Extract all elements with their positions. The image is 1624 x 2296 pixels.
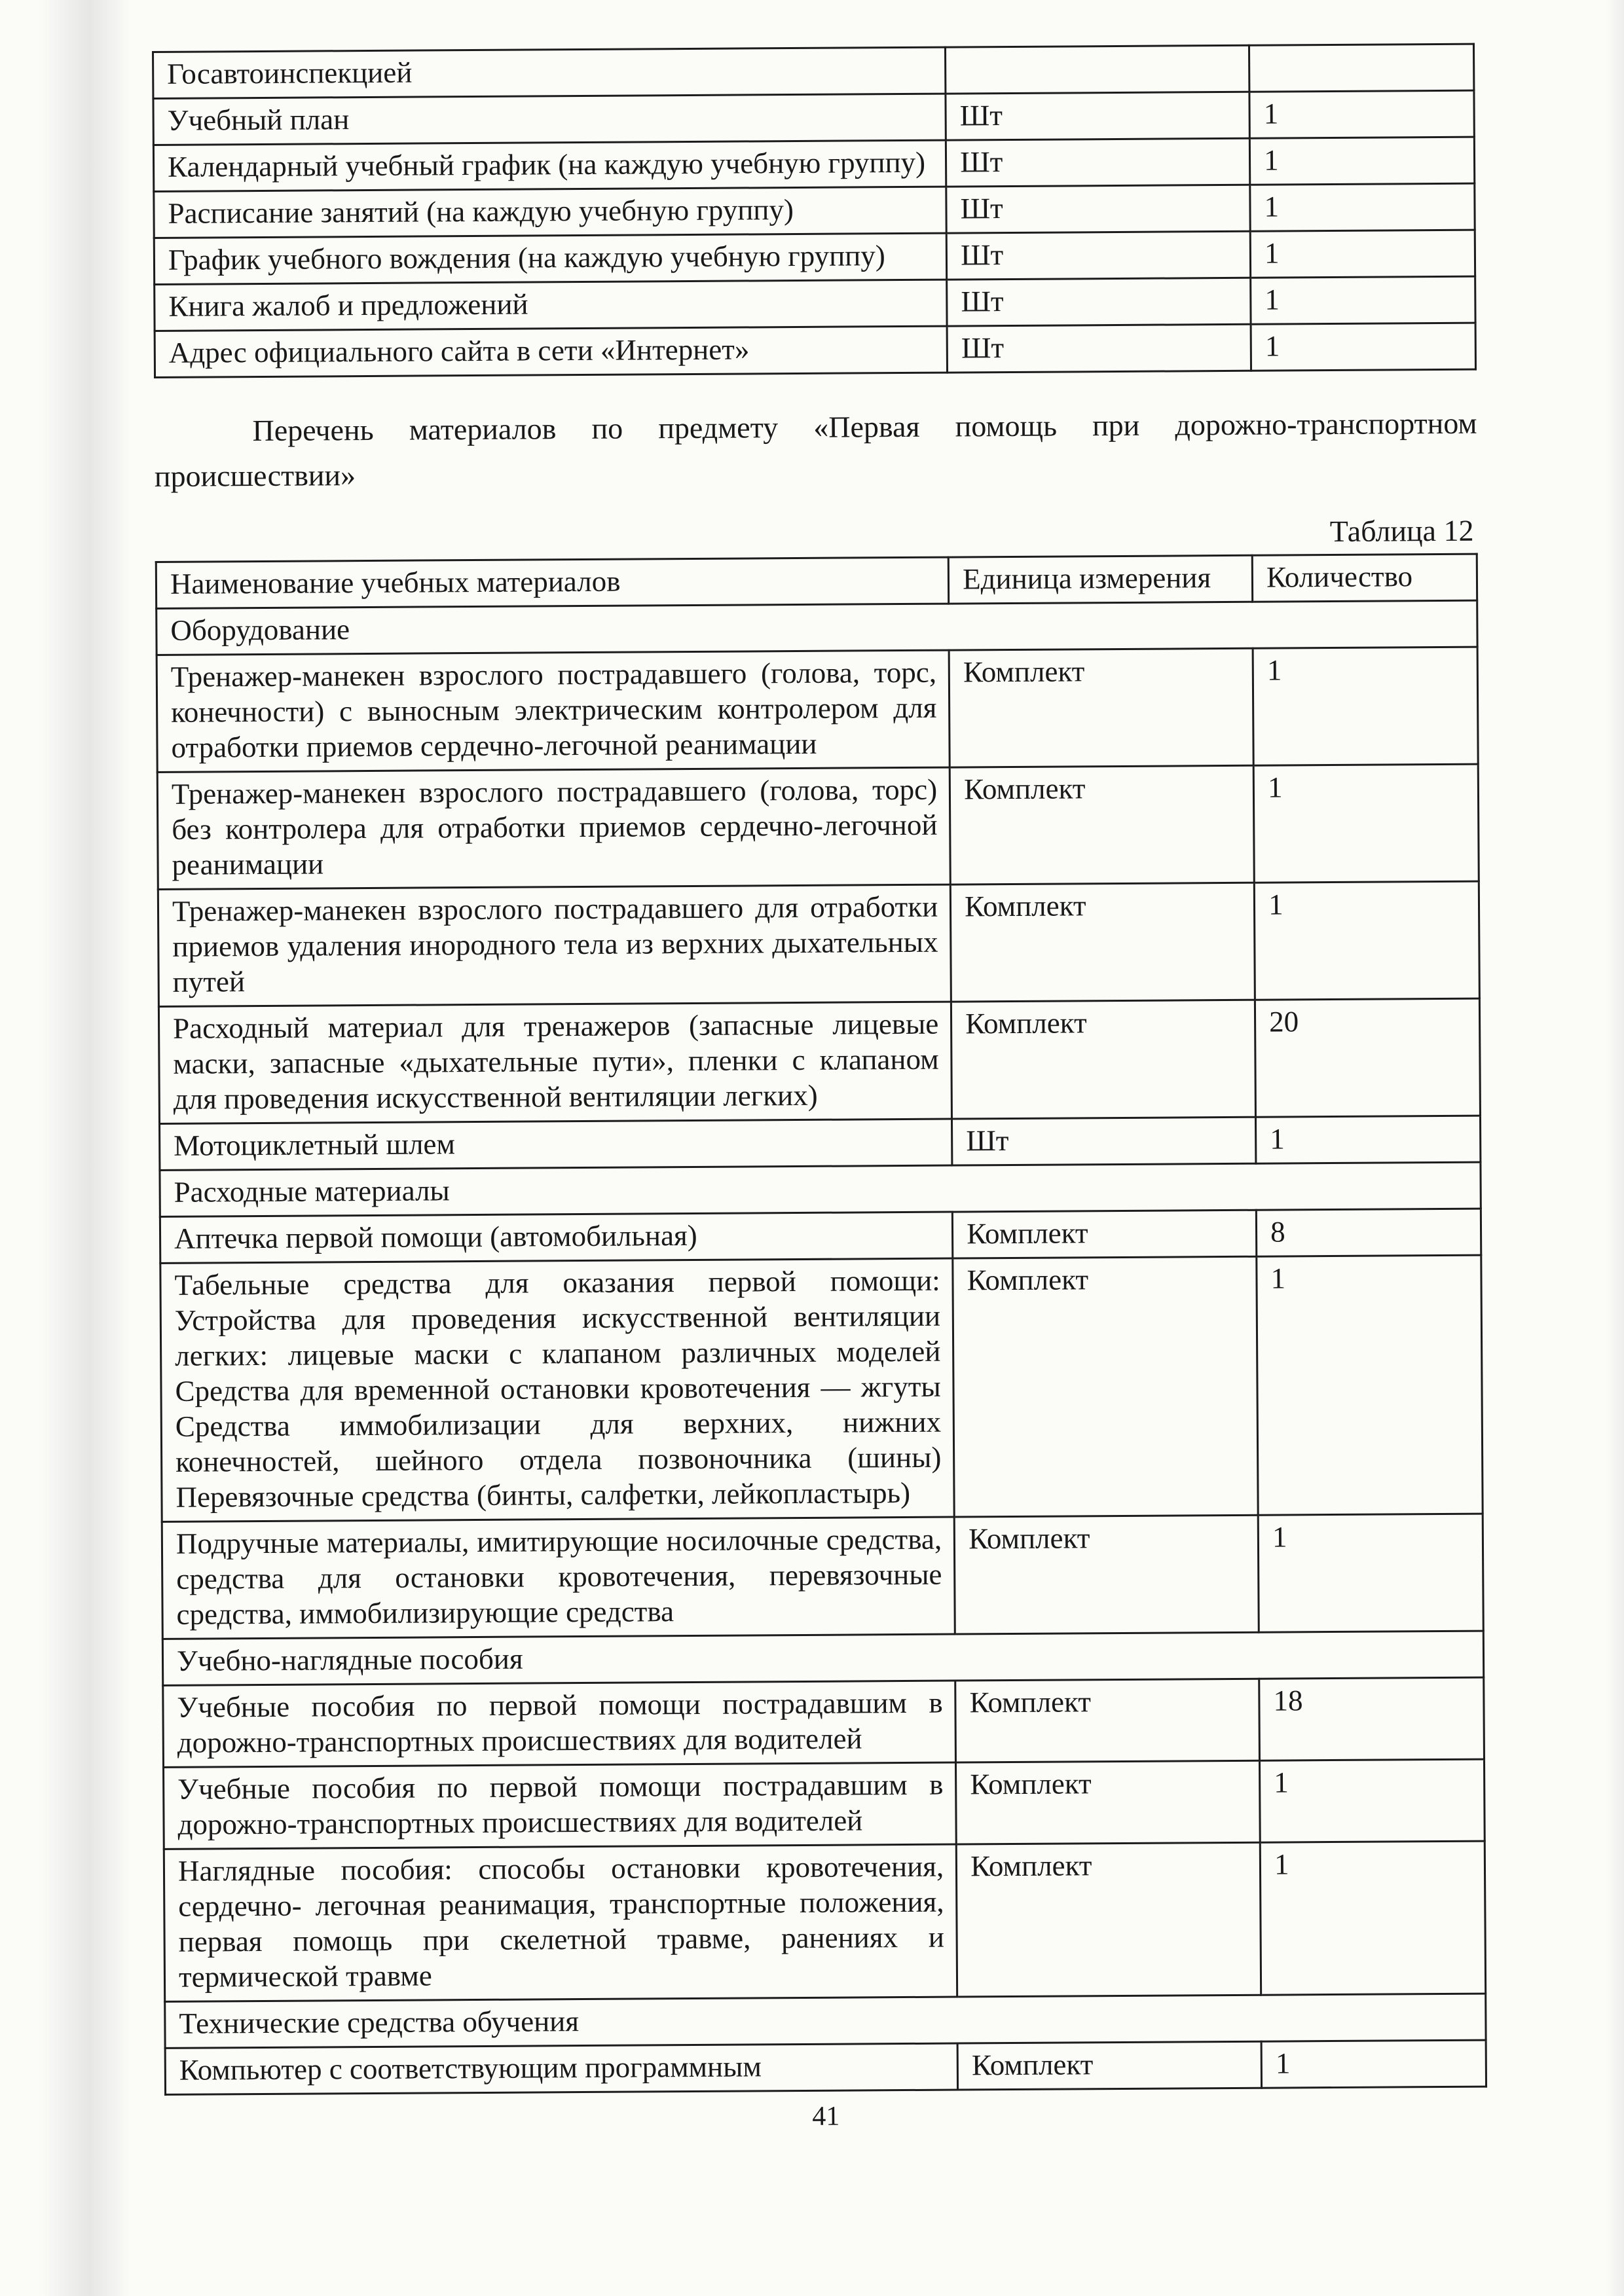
table-row <box>153 90 1474 145</box>
header-qty: Количество <box>1252 554 1477 602</box>
item-name-cell: Тренажер-манекен взрослого пострадавшего для отработки приемов удаления инородного тела из верхних дыхательных путей <box>158 884 951 1006</box>
qty-cell: 1 <box>1260 1759 1485 1842</box>
section-label: Технические средства обучения <box>165 1994 1486 2048</box>
qty-cell: 1 <box>1257 1255 1483 1515</box>
item-name-cell: Подручные материалы, имитирующие носилочные средства, средства для остановки кровотечения, перевязочные средства, иммобилизирующие средства <box>162 1517 955 1639</box>
qty-cell: 1 <box>1254 881 1479 1000</box>
qty-cell <box>1249 44 1474 92</box>
unit-cell: Комплект <box>949 648 1253 767</box>
unit-cell: Шт <box>946 138 1250 187</box>
item-name-cell: График учебного вождения (на каждую учебную группу) <box>154 233 947 284</box>
table-row <box>160 1116 1481 1170</box>
qty-cell: 1 <box>1249 90 1474 138</box>
scan-edge-shadow <box>1606 0 1624 2296</box>
section-row <box>162 1631 1483 1685</box>
unit-cell: Шт <box>946 185 1250 233</box>
unit-cell: Шт <box>946 231 1250 280</box>
section-label: Оборудование <box>157 600 1477 655</box>
section-label: Учебно-наглядные пособия <box>162 1631 1483 1685</box>
unit-cell: Шт <box>946 92 1249 140</box>
unit-cell: Шт <box>947 278 1251 326</box>
unit-cell: Комплект <box>956 1842 1261 1997</box>
page-number: 41 <box>812 2101 840 2132</box>
table-row <box>164 1841 1485 2001</box>
section-row <box>157 600 1477 655</box>
unit-cell: Комплект <box>951 1000 1256 1119</box>
qty-cell: 8 <box>1256 1209 1481 1256</box>
table-row <box>153 137 1474 191</box>
table-row <box>153 44 1474 98</box>
qty-cell: 1 <box>1253 764 1479 883</box>
intro-paragraph: Перечень материалов по предмету «Первая помощь при дорожно-транспортном происшествии» <box>154 406 1477 493</box>
item-name-cell: Табельные средства для оказания первой помощи: Устройства для проведения искусственной вентиляции легких: лицевые маски с клапаном различных моделей Средства для временной остановки кровотечения — жгуты Средства иммобилизации для верхних, нижних конечностей, шейного отдела позвоночника (шины) Перевязочные средства (бинты, салфетки, лейкопластырь) <box>160 1258 955 1522</box>
qty-cell: 1 <box>1251 276 1475 324</box>
table-row <box>157 647 1478 772</box>
qty-cell: 1 <box>1256 1116 1481 1163</box>
table-row <box>157 764 1479 889</box>
scan-spine-shadow <box>39 0 131 2296</box>
table12-caption: Таблица 12 <box>1329 513 1474 549</box>
item-name-cell: Учебные пособия по первой помощи пострадавшим в дорожно-транспортных происшествиях для водителей <box>164 1762 957 1849</box>
header-unit: Единица измерения <box>948 555 1252 604</box>
unit-cell: Комплект <box>951 883 1255 1002</box>
qty-cell: 1 <box>1261 2040 1486 2088</box>
supporting-documents-table <box>152 43 1477 378</box>
item-name-cell: Расписание занятий (на каждую учебную группу) <box>154 187 947 238</box>
item-name-cell: Расходный материал для тренажеров (запасные лицевые маски, запасные «дыхательные пути», пленки с клапаном для проведения искусственной вентиляции легких) <box>158 1002 951 1123</box>
table-row <box>155 276 1475 331</box>
table-row <box>158 998 1480 1123</box>
table-row <box>162 1514 1483 1639</box>
header-row <box>156 554 1477 608</box>
table-row <box>158 881 1479 1006</box>
item-name-cell: Адрес официального сайта в сети «Интернет» <box>155 326 948 377</box>
section-label: Расходные материалы <box>160 1162 1481 1216</box>
qty-cell: 18 <box>1259 1677 1485 1760</box>
table-row <box>165 2040 1486 2094</box>
section-row <box>160 1162 1481 1216</box>
item-name-cell: Тренажер-манекен взрослого пострадавшего (голова, торс) без контролера для отработки приемов сердечно-легочной реанимации <box>157 767 950 889</box>
unit-cell: Комплект <box>953 1210 1257 1258</box>
item-name-cell: Календарный учебный график (на каждую учебную группу) <box>153 140 946 191</box>
item-name-cell: Мотоциклетный шлем <box>160 1119 953 1170</box>
item-name-cell: Аптечка первой помощи (автомобильная) <box>160 1212 953 1263</box>
unit-cell: Комплект <box>956 1760 1261 1844</box>
item-name-cell: Наглядные пособия: способы остановки кровотечения, сердечно- легочная реанимация, транспортные положения, первая помощь при скелетной травме, ранениях и термической травме <box>164 1844 957 2001</box>
qty-cell: 20 <box>1255 998 1480 1117</box>
table-row <box>154 183 1475 238</box>
table-row <box>155 323 1475 377</box>
unit-cell: Комплект <box>953 1256 1258 1517</box>
qty-cell: 1 <box>1260 1841 1485 1995</box>
qty-cell: 1 <box>1250 183 1475 231</box>
qty-cell: 1 <box>1249 137 1474 185</box>
unit-cell: Шт <box>947 324 1251 373</box>
qty-cell: 1 <box>1251 323 1475 371</box>
qty-cell: 1 <box>1258 1514 1483 1632</box>
table-row <box>160 1255 1483 1522</box>
table-row <box>154 230 1475 284</box>
table-row <box>163 1677 1485 1767</box>
unit-cell: Комплект <box>955 1679 1260 1762</box>
page-content <box>152 43 1487 2136</box>
item-name-cell: Книга жалоб и предложений <box>155 280 948 331</box>
unit-cell: Комплект <box>957 2041 1261 2090</box>
item-name-cell: Учебные пособия по первой помощи пострадавшим в дорожно-транспортных происшествиях для водителей <box>163 1681 956 1767</box>
item-name-cell: Госавтоинспекцией <box>153 47 946 98</box>
qty-cell: 1 <box>1250 230 1475 278</box>
item-name-cell: Компьютер с соответствующим программным <box>165 2043 958 2094</box>
section-row <box>165 1994 1486 2048</box>
item-name-cell: Учебный план <box>153 94 946 145</box>
first-aid-materials-table <box>155 553 1487 2096</box>
qty-cell: 1 <box>1253 647 1478 765</box>
header-name: Наименование учебных материалов <box>156 557 949 608</box>
item-name-cell: Тренажер-манекен взрослого пострадавшего (голова, торс, конечности) с выносным электрическим контролером для отработки приемов сердечно-легочной реанимации <box>157 650 950 772</box>
table-row <box>164 1759 1485 1849</box>
unit-cell <box>946 45 1249 94</box>
unit-cell: Комплект <box>954 1515 1259 1634</box>
unit-cell: Комплект <box>950 765 1254 884</box>
table-row <box>160 1209 1481 1263</box>
unit-cell: Шт <box>952 1117 1256 1165</box>
